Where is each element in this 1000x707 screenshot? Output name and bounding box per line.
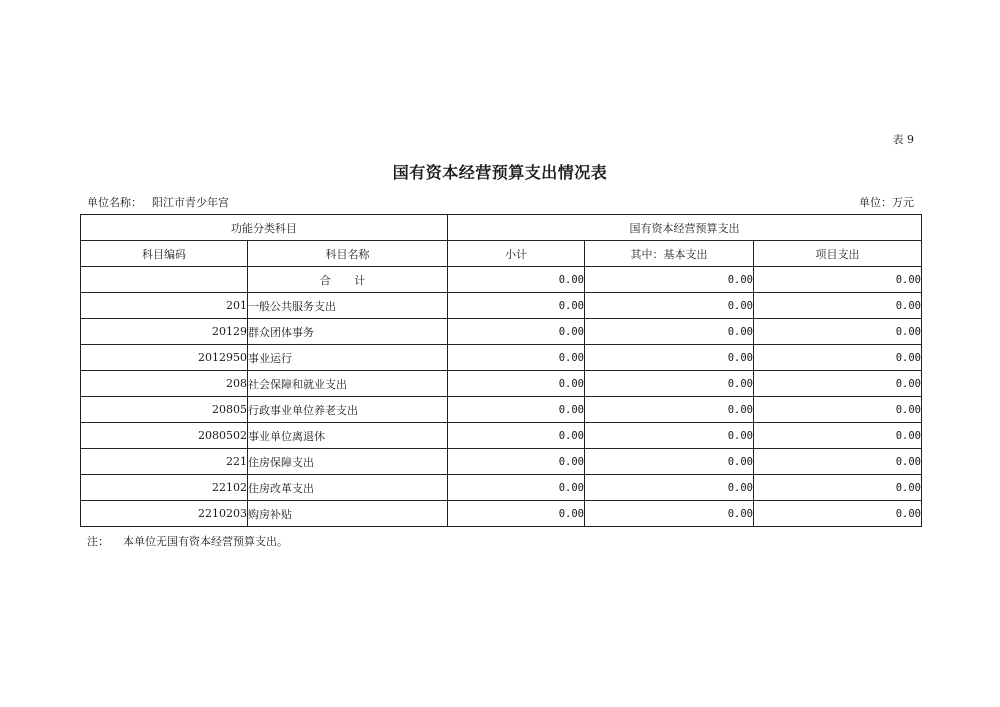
row-code: 2210203 [81, 501, 248, 527]
table-row [81, 345, 922, 371]
row-project: 0.00 [754, 397, 922, 423]
table-row [81, 449, 922, 475]
page-title: 国有资本经营预算支出情况表 [392, 163, 608, 182]
row-project: 0.00 [754, 449, 922, 475]
table-header [81, 215, 922, 267]
row-name: 社会保障和就业支出 [248, 371, 448, 397]
row-code: 2012950 [81, 345, 248, 371]
header-basic-expenditure: 其中：基本支出 [585, 241, 754, 267]
row-subtotal: 0.00 [448, 475, 585, 501]
header-state-capital-expenditure: 国有资本经营预算支出 [448, 215, 922, 241]
header-subtotal: 小计 [448, 241, 585, 267]
row-code: 22102 [81, 475, 248, 501]
table-row [81, 501, 922, 527]
table-row [81, 319, 922, 345]
row-name: 事业单位离退休 [248, 423, 448, 449]
row-project: 0.00 [754, 423, 922, 449]
unit-measure: 单位：万元 [859, 196, 914, 209]
table-number: 表 9 [892, 133, 914, 146]
row-subtotal: 0.00 [448, 319, 585, 345]
row-subtotal: 0.00 [448, 397, 585, 423]
row-code: 208 [81, 371, 248, 397]
row-project: 0.00 [754, 319, 922, 345]
row-subtotal: 0.00 [448, 345, 585, 371]
footnote [87, 533, 288, 549]
row-subtotal: 0.00 [448, 449, 585, 475]
row-name: 行政事业单位养老支出 [248, 397, 448, 423]
total-label: 合 计 [248, 267, 448, 293]
row-basic: 0.00 [585, 397, 754, 423]
row-name: 群众团体事务 [248, 319, 448, 345]
row-name: 事业运行 [248, 345, 448, 371]
row-basic: 0.00 [585, 293, 754, 319]
row-basic: 0.00 [585, 319, 754, 345]
unit-name-line [87, 194, 229, 210]
total-subtotal: 0.00 [448, 267, 585, 293]
unit-name-value: 阳江市青少年宫 [152, 196, 229, 209]
row-basic: 0.00 [585, 449, 754, 475]
row-basic: 0.00 [585, 501, 754, 527]
row-code: 20129 [81, 319, 248, 345]
row-subtotal: 0.00 [448, 501, 585, 527]
row-subtotal: 0.00 [448, 371, 585, 397]
row-subtotal: 0.00 [448, 423, 585, 449]
row-project: 0.00 [754, 345, 922, 371]
header-function-category: 功能分类科目 [81, 215, 448, 241]
row-name: 住房保障支出 [248, 449, 448, 475]
table-body [81, 267, 922, 527]
row-code: 221 [81, 449, 248, 475]
total-code-cell [81, 267, 248, 293]
row-subtotal: 0.00 [448, 293, 585, 319]
row-name: 住房改革支出 [248, 475, 448, 501]
row-name: 购房补贴 [248, 501, 448, 527]
total-row [81, 267, 922, 293]
row-basic: 0.00 [585, 345, 754, 371]
table-row [81, 397, 922, 423]
row-project: 0.00 [754, 475, 922, 501]
row-code: 20805 [81, 397, 248, 423]
row-project: 0.00 [754, 501, 922, 527]
table-row [81, 423, 922, 449]
table-row [81, 371, 922, 397]
table-row [81, 475, 922, 501]
row-code: 2080502 [81, 423, 248, 449]
budget-table [80, 214, 922, 527]
table-row [81, 293, 922, 319]
header-project-expenditure: 项目支出 [754, 241, 922, 267]
row-code: 201 [81, 293, 248, 319]
row-project: 0.00 [754, 293, 922, 319]
header-subject-name: 科目名称 [248, 241, 448, 267]
total-project: 0.00 [754, 267, 922, 293]
row-basic: 0.00 [585, 475, 754, 501]
row-basic: 0.00 [585, 371, 754, 397]
row-project: 0.00 [754, 371, 922, 397]
header-subject-code: 科目编码 [81, 241, 248, 267]
header-group-row [81, 215, 922, 241]
footnote-text: 本单位无国有资本经营预算支出。 [123, 535, 288, 548]
row-name: 一般公共服务支出 [248, 293, 448, 319]
unit-name-label: 单位名称： [87, 196, 142, 209]
row-basic: 0.00 [585, 423, 754, 449]
header-column-row [81, 241, 922, 267]
total-basic: 0.00 [585, 267, 754, 293]
footnote-label: 注： [87, 535, 109, 548]
